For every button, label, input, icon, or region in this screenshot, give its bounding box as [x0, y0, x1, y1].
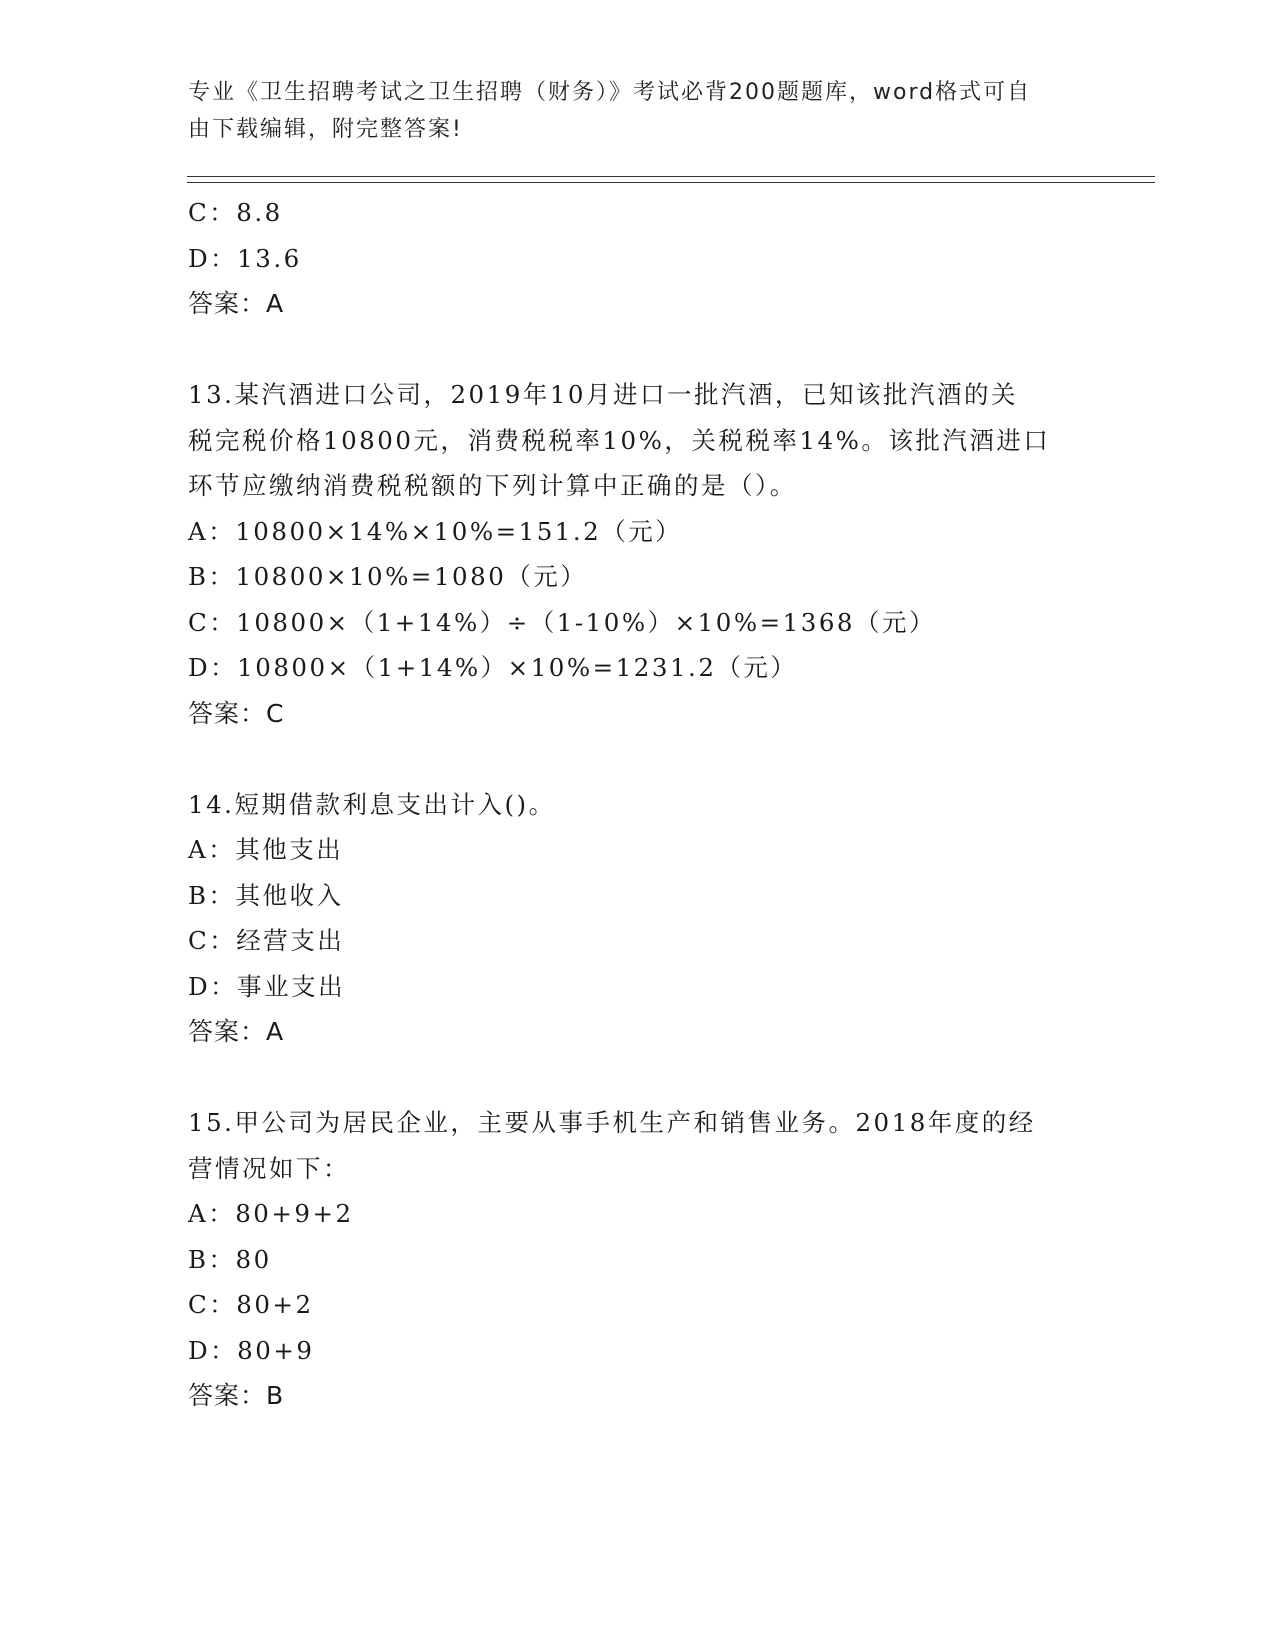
question-text-line: 15.甲公司为居民企业，主要从事手机生产和销售业务。2018年度的经 — [188, 1108, 1036, 1137]
question-text-line: 税完税价格10800元，消费税税率10%，关税税率14%。该批汽酒进口 — [188, 425, 1051, 455]
option-d: D：13.6 — [188, 243, 302, 273]
option-a: A：其他支出 — [188, 835, 344, 864]
answer-line: 答案：A — [188, 289, 285, 318]
answer-line: 答案：B — [188, 1381, 285, 1410]
question-text — [188, 372, 1078, 509]
option-a: A：10800×14%×10%=151.2（元） — [188, 516, 683, 546]
header-title-line-2: 由下载编辑，附完整答案! — [188, 117, 463, 142]
option-d: D：80+9 — [188, 1335, 315, 1365]
option-b: B：80 — [188, 1244, 272, 1274]
question-13 — [188, 372, 1088, 736]
option-b: B：其他收入 — [188, 880, 344, 910]
option-c: C：10800×（1+14%）÷（1-10%）×10%=1368（元） — [188, 607, 936, 637]
question-text-line: 14.短期借款利息支出计入()。 — [188, 789, 556, 819]
page-header — [188, 74, 1088, 148]
question-14 — [188, 782, 1088, 1055]
option-c: C：80+2 — [188, 1290, 314, 1319]
question-15 — [188, 1100, 1088, 1419]
option-d: D：事业支出 — [188, 971, 346, 1001]
header-divider-top — [187, 176, 1155, 177]
header-divider-bottom — [187, 182, 1155, 183]
answer-line: 答案：C — [188, 698, 285, 728]
option-c: C：经营支出 — [188, 926, 345, 955]
prev-question-block — [188, 190, 1088, 327]
question-list — [188, 190, 1088, 1419]
question-text-line: 环节应缴纳消费税税额的下列计算中正确的是（）。 — [188, 471, 797, 500]
option-b: B：10800×10%=1080（元） — [188, 562, 588, 591]
answer-line: 答案：A — [188, 1017, 285, 1046]
option-c: C：8.8 — [188, 198, 283, 227]
header-title-line-1: 专业《卫生招聘考试之卫生招聘（财务）》考试必背200题题库，word格式可自 — [188, 80, 1032, 105]
question-text-line: 13.某汽酒进口公司，2019年10月进口一批汽酒，已知该批汽酒的关 — [188, 380, 1018, 409]
question-text-line: 营情况如下： — [188, 1153, 350, 1183]
question-text — [188, 1100, 1078, 1191]
option-a: A：80+9+2 — [188, 1199, 354, 1228]
question-text — [188, 782, 1078, 828]
option-d: D：10800×（1+14%）×10%=1231.2（元） — [188, 653, 798, 682]
